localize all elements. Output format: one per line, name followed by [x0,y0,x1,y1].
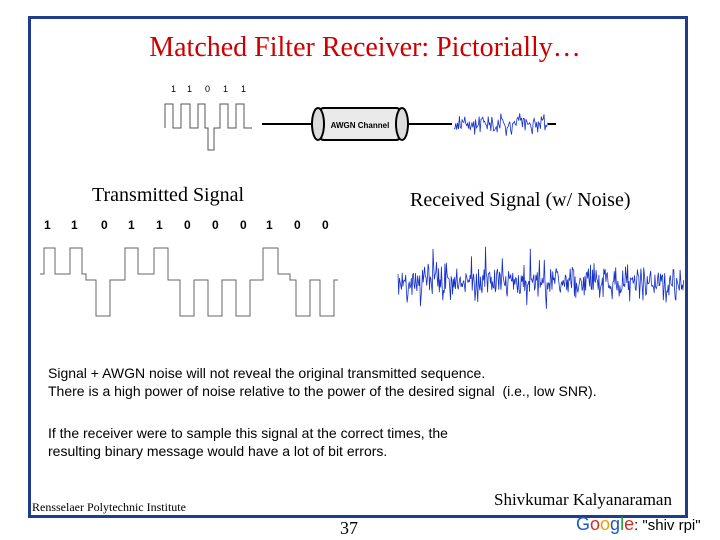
small-bit: 1 [187,84,193,94]
institute-name: Rensselaer Polytechnic Institute [32,500,186,514]
bit-label: 0 [322,218,329,232]
page-number: 37 [340,518,358,538]
small-waveform [165,104,252,150]
paragraph-1-line-1: Signal + AWGN noise will not reveal the original transmitted sequence. [48,365,486,381]
small-noise-waveform [454,113,548,136]
paragraph-2-line-2: resulting binary message would have a lot of bit errors. [48,443,388,459]
search-query: : "shiv rpi" [634,517,701,534]
paragraph-2-line-1: If the receiver were to sample this signal at the correct times, the [48,425,448,441]
received-noise-waveform [398,247,684,309]
paragraph-1-line-2: There is a high power of noise relative to the power of the desired signal (i.e., low SNR). [48,383,597,399]
bit-label: 1 [128,218,135,232]
small-bit: 1 [223,84,229,94]
bit-label: 0 [101,218,108,232]
slide-title: Matched Filter Receiver: Pictorially… [149,32,581,63]
bit-label: 1 [266,218,273,232]
bit-label: 0 [294,218,301,232]
bit-label: 1 [44,218,51,232]
bit-label: 0 [184,218,191,232]
bit-label: 0 [240,218,247,232]
transmitted-signal-label: Transmitted Signal [92,184,245,206]
google-search-note [576,514,701,535]
author-name: Shivkumar Kalyanaraman [494,490,672,509]
awgn-channel-label: AWGN Channel [330,121,390,130]
bit-label: 0 [212,218,219,232]
small-bit: 0 [205,84,211,94]
bit-label: 1 [156,218,163,232]
small-bit: 1 [241,84,247,94]
google-logo: Google [576,514,635,534]
small-bit: 1 [171,84,177,94]
transmitted-waveform [40,248,338,316]
bit-label: 1 [71,218,78,232]
received-signal-label: Received Signal (w/ Noise) [410,189,631,211]
